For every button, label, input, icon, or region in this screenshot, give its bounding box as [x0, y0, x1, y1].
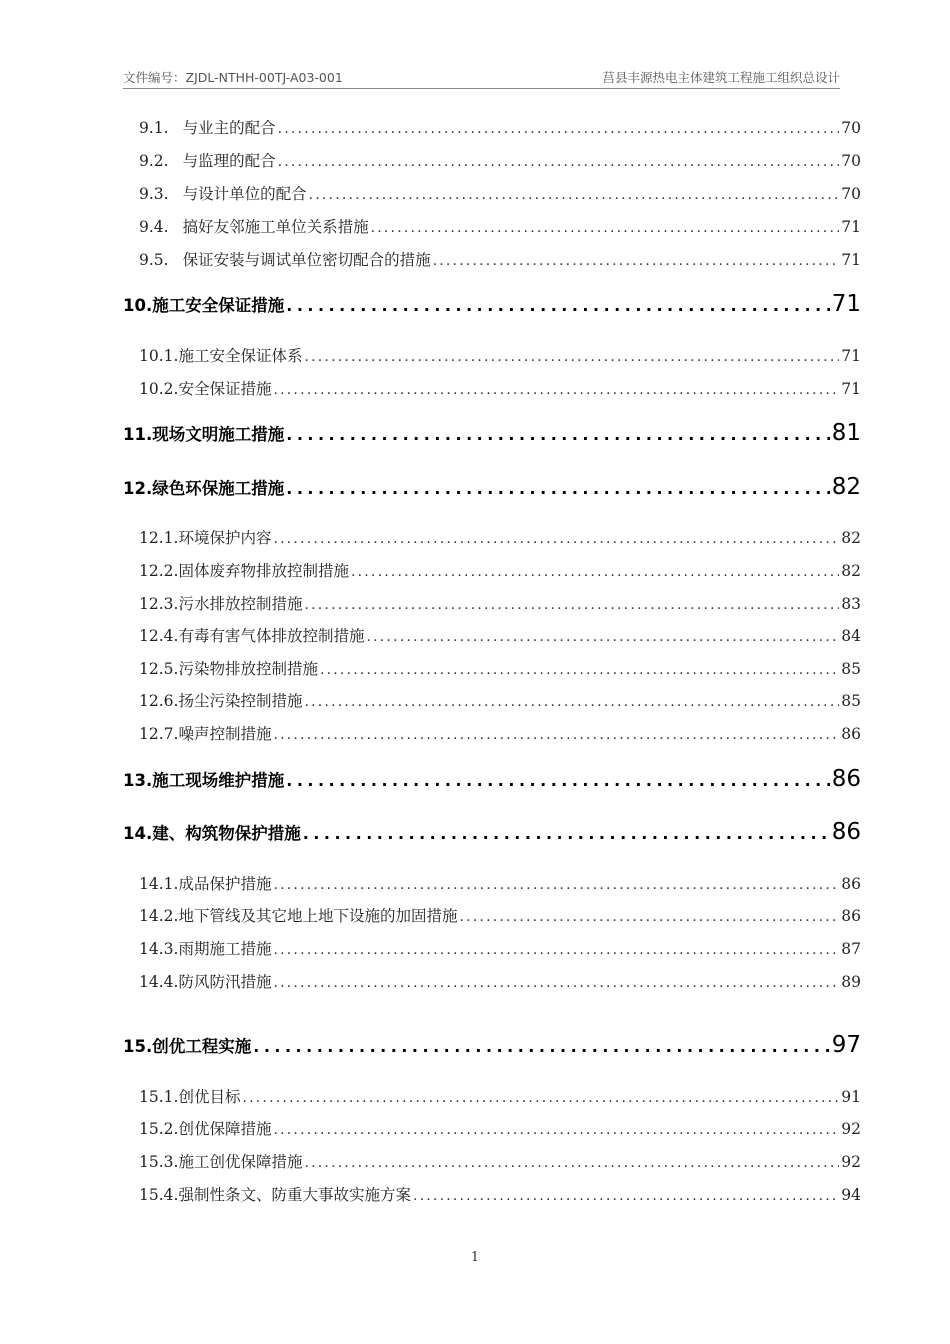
- toc-entry[interactable]: [139, 1085, 861, 1107]
- toc-title: 绿色环保施工措施: [152, 479, 285, 498]
- toc-entry[interactable]: [139, 149, 861, 171]
- toc-page: 82: [841, 562, 861, 580]
- toc-entry[interactable]: [139, 937, 861, 959]
- toc-page: 86: [841, 875, 861, 893]
- toc-title: 创优目标: [178, 1088, 241, 1106]
- toc-page: 97: [831, 1032, 861, 1058]
- toc-page: 81: [831, 420, 861, 446]
- toc-number: 12.3.: [139, 595, 179, 613]
- toc-page: 85: [841, 692, 861, 710]
- toc-number: 12.6.: [139, 692, 179, 710]
- toc-page: 86: [831, 819, 861, 845]
- dot-leader: [273, 975, 839, 991]
- toc-title: 施工安全保证体系: [178, 347, 303, 365]
- toc-page: 71: [841, 347, 861, 365]
- toc-chapter[interactable]: [123, 819, 861, 849]
- toc-number: 15.3.: [139, 1153, 179, 1171]
- toc-page: 94: [841, 1186, 861, 1204]
- page-number: 1: [470, 1250, 480, 1265]
- dot-leader: [433, 253, 840, 269]
- dot-leader: [303, 824, 830, 843]
- toc-chapter[interactable]: [123, 291, 861, 321]
- toc-entry[interactable]: [139, 182, 861, 204]
- toc-page: 84: [841, 627, 861, 645]
- toc-title: 施工创优保障措施: [178, 1153, 303, 1171]
- toc-title: 强制性条文、防重大事故实施方案: [178, 1186, 411, 1204]
- toc-chapter[interactable]: [123, 420, 861, 450]
- dot-leader: [286, 479, 829, 498]
- toc-number: 13.: [123, 771, 153, 790]
- toc-number: 11.: [123, 425, 153, 444]
- dot-leader: [351, 564, 839, 580]
- dot-leader: [304, 597, 839, 613]
- toc-title: 污水排放控制措施: [178, 595, 303, 613]
- toc-title: 安全保证措施: [178, 380, 272, 398]
- toc-title: 与业主的配合: [182, 119, 276, 137]
- toc-title: 建、构筑物保护措施: [152, 824, 301, 843]
- toc-title: 地下管线及其它地上地下设施的加固措施: [178, 907, 458, 925]
- dot-leader: [253, 1037, 829, 1056]
- toc-title: 防风防汛措施: [178, 973, 272, 991]
- dot-leader: [273, 727, 839, 743]
- toc-title: 创优保障措施: [178, 1120, 272, 1138]
- toc-page: 71: [841, 218, 861, 236]
- toc-entry[interactable]: [139, 970, 861, 992]
- toc-title: 与监理的配合: [182, 152, 276, 170]
- toc-number: 9.3.: [139, 185, 169, 203]
- dot-leader: [304, 694, 839, 710]
- dot-leader: [304, 349, 839, 365]
- toc-number: 15.: [123, 1037, 153, 1056]
- dot-leader: [286, 425, 829, 444]
- dot-leader: [242, 1090, 839, 1106]
- toc-page: 71: [831, 291, 861, 317]
- project-title: 莒县丰源热电主体建筑工程施工组织总设计: [602, 70, 840, 85]
- toc-number: 14.: [123, 824, 153, 843]
- toc-page: 86: [841, 725, 861, 743]
- toc-number: 12.: [123, 479, 153, 498]
- toc-number: 14.4.: [139, 973, 179, 991]
- dot-leader: [278, 154, 840, 170]
- toc-number: 15.2.: [139, 1120, 179, 1138]
- toc-title: 有毒有害气体排放控制措施: [178, 627, 365, 645]
- toc-entry[interactable]: [139, 624, 861, 646]
- toc-page: 87: [841, 940, 861, 958]
- dot-leader: [273, 877, 839, 893]
- dot-leader: [278, 121, 840, 137]
- toc-number: 12.2.: [139, 562, 179, 580]
- toc-number: 14.2.: [139, 907, 179, 925]
- toc-page: 82: [831, 474, 861, 500]
- toc-page: 70: [841, 152, 861, 170]
- toc-number: 12.7.: [139, 725, 179, 743]
- toc-entry[interactable]: [139, 559, 861, 581]
- toc-title: 搞好友邻施工单位关系措施: [182, 218, 369, 236]
- toc-title: 现场文明施工措施: [152, 425, 285, 444]
- toc-page: 71: [841, 251, 861, 269]
- toc-title: 施工现场维护措施: [152, 771, 285, 790]
- toc-number: 12.5.: [139, 660, 179, 678]
- toc-number: 9.4.: [139, 218, 169, 236]
- toc-chapter[interactable]: [123, 1032, 861, 1062]
- dot-leader: [413, 1188, 839, 1204]
- toc-page: 70: [841, 185, 861, 203]
- dot-leader: [309, 187, 840, 203]
- toc-number: 10.1.: [139, 347, 179, 365]
- dot-leader: [273, 531, 839, 547]
- toc-title: 创优工程实施: [152, 1037, 252, 1056]
- toc-page: 92: [841, 1120, 861, 1138]
- toc-entry[interactable]: [139, 722, 861, 744]
- toc-number: 9.1.: [139, 119, 169, 137]
- toc-page: 85: [841, 660, 861, 678]
- toc-title: 污染物排放控制措施: [178, 660, 318, 678]
- dot-leader: [371, 220, 840, 236]
- toc-title: 环境保护内容: [178, 529, 272, 547]
- toc-number: 10.: [123, 296, 153, 315]
- toc-entry[interactable]: [139, 116, 861, 138]
- toc-page: 86: [831, 766, 861, 792]
- toc-entry[interactable]: [139, 1117, 861, 1139]
- dot-leader: [273, 1122, 839, 1138]
- page-footer: [0, 1250, 950, 1265]
- toc-number: 15.4.: [139, 1186, 179, 1204]
- toc-page: 70: [841, 119, 861, 137]
- toc-page: 82: [841, 529, 861, 547]
- toc-title: 扬尘污染控制措施: [178, 692, 303, 710]
- toc-number: 14.1.: [139, 875, 179, 893]
- document-number: 文件编号：ZJDL-NTHH-00TJ-A03-001: [123, 70, 343, 85]
- dot-leader: [304, 1155, 839, 1171]
- toc-number: 12.4.: [139, 627, 179, 645]
- toc-chapter[interactable]: [123, 474, 861, 504]
- toc-title: 保证安装与调试单位密切配合的措施: [182, 251, 431, 269]
- dot-leader: [273, 382, 839, 398]
- toc-entry[interactable]: [139, 377, 861, 399]
- toc-entry[interactable]: [139, 1183, 861, 1205]
- toc-entry[interactable]: [139, 592, 861, 614]
- dot-leader: [273, 942, 839, 958]
- toc-number: 9.2.: [139, 152, 169, 170]
- toc-entry[interactable]: [139, 215, 861, 237]
- dot-leader: [286, 296, 829, 315]
- toc-entry[interactable]: [139, 248, 861, 270]
- toc-entry[interactable]: [139, 904, 861, 926]
- toc-number: 14.3.: [139, 940, 179, 958]
- toc-number: 10.2.: [139, 380, 179, 398]
- dot-leader: [320, 662, 839, 678]
- toc-chapter[interactable]: [123, 766, 861, 796]
- dot-leader: [366, 629, 839, 645]
- toc-title: 噪声控制措施: [178, 725, 272, 743]
- toc-number: 12.1.: [139, 529, 179, 547]
- toc-page: 91: [841, 1088, 861, 1106]
- toc-title: 与设计单位的配合: [182, 185, 307, 203]
- toc-page: 71: [841, 380, 861, 398]
- toc-page: 92: [841, 1153, 861, 1171]
- dot-leader: [286, 771, 829, 790]
- toc-entry[interactable]: [139, 872, 861, 894]
- toc-number: 15.1.: [139, 1088, 179, 1106]
- toc-entry[interactable]: [139, 526, 861, 548]
- dot-leader: [459, 909, 839, 925]
- toc-entry[interactable]: [139, 689, 861, 711]
- toc-entry[interactable]: [139, 344, 861, 366]
- toc-number: 9.5.: [139, 251, 169, 269]
- toc-page: 83: [841, 595, 861, 613]
- toc-title: 雨期施工措施: [178, 940, 272, 958]
- toc-page: 86: [841, 907, 861, 925]
- toc-title: 成品保护措施: [178, 875, 272, 893]
- toc-title: 固体废弃物排放控制措施: [178, 562, 349, 580]
- toc-page: 89: [841, 973, 861, 991]
- toc-entry[interactable]: [139, 657, 861, 679]
- toc-entry[interactable]: [139, 1150, 861, 1172]
- toc-title: 施工安全保证措施: [152, 296, 285, 315]
